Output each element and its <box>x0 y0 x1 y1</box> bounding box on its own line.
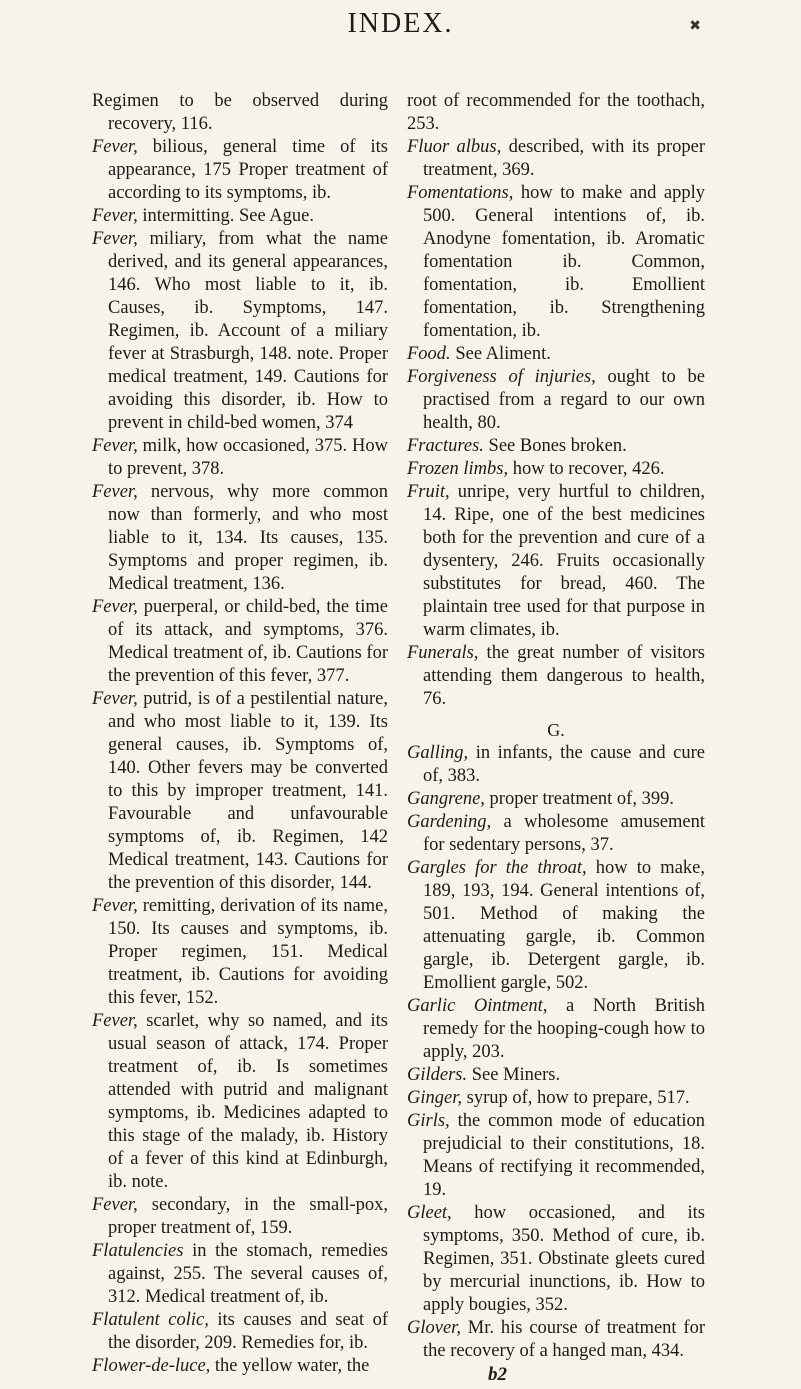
index-term: Gardening, <box>407 812 492 832</box>
index-term: Fever, <box>92 896 138 916</box>
index-term: Food. <box>407 344 451 364</box>
index-entry-text: a wholesome amusement for sedentary persons, 37. <box>423 812 705 855</box>
index-entry-text: See Aliment. <box>450 344 551 364</box>
index-entry-text: See Bones broken. <box>483 436 627 456</box>
index-entry-text: miliary, from what the name derived, and its general appearances, 146. Who most liable to it, ib. Causes, ib. Symptoms, 147. Regimen, ib. Account of a miliary fever at Strasburgh, 148. note. Proper medical treatment, 149. Cautions for avoiding this disorder, ib. How to prevent in child-bed women, 374 <box>108 229 388 433</box>
header-mark: ✖ <box>689 18 701 34</box>
index-entry-text: nervous, why more common now than formerly, and who most liable to it, 134. Its causes, 135. Symptoms and proper regimen, ib. Medical treatment, 136. <box>108 482 388 594</box>
index-term: Fever, <box>92 137 138 157</box>
index-entry-text: described, with its proper treatment, 369. <box>423 137 705 180</box>
index-term: Fever, <box>92 436 138 456</box>
index-entry <box>407 857 705 995</box>
index-column-right <box>407 90 705 1363</box>
index-entry <box>92 1355 388 1378</box>
index-entry <box>407 788 705 811</box>
index-entry <box>407 366 705 435</box>
index-entry-text: Mr. his course of treatment for the recovery of a hanged man, 434. <box>423 1318 705 1361</box>
index-entry <box>92 228 388 435</box>
index-entry <box>407 1087 705 1110</box>
index-entry <box>92 895 388 1010</box>
index-term: Ginger, <box>407 1088 462 1108</box>
index-entry-text: remitting, derivation of its name, 150. Its causes and symptoms, ib. Proper regimen, 151. Medical treatment, ib. Cautions for avoiding this fever, 152. <box>108 896 388 1008</box>
index-entry-text: how to recover, 426. <box>508 459 665 479</box>
index-entry-text: Regimen to be observed during recovery, 116. <box>92 91 388 134</box>
index-term: Gangrene, <box>407 789 485 809</box>
index-term: Fluor albus, <box>407 137 502 157</box>
index-entry-text: proper treatment of, 399. <box>484 789 674 809</box>
index-column-left <box>92 90 388 1378</box>
page-title: INDEX. <box>347 8 454 39</box>
index-entry <box>407 435 705 458</box>
index-term: Fomentations, <box>407 183 514 203</box>
index-entry <box>407 90 705 136</box>
index-term: Fever, <box>92 597 138 617</box>
index-entry-text: puerperal, or child-bed, the time of its attack, and symptoms, 376. Medical treatment of, ib. Cautions for the prevention of this fever, 377. <box>108 597 388 686</box>
index-entry-text: how to make and apply 500. General intentions of, ib. Anodyne fomentation, ib. Aromatic fomentation ib. Common, fomentation, ib. Emollient fomentation, ib. Strengthening fomentation, ib. <box>423 183 705 341</box>
index-term: Gleet, <box>407 1203 452 1223</box>
index-term: Fever, <box>92 1195 138 1215</box>
index-entry-text: milk, how occasioned, 375. How to prevent, 378. <box>108 436 388 479</box>
index-entry <box>92 688 388 895</box>
index-entry <box>92 1240 388 1309</box>
index-entry <box>407 995 705 1064</box>
index-entry-text: how to make, 189, 193, 194. General intentions of, 501. Method of making the attenuating gargle, ib. Common gargle, ib. Detergent gargle, ib. Emollient gargle, 502. <box>423 858 705 993</box>
index-entry <box>407 182 705 343</box>
index-term: Gargles for the throat, <box>407 858 587 878</box>
index-entry-text: a North British remedy for the hooping-cough how to apply, 203. <box>423 996 705 1062</box>
index-entry <box>407 1110 705 1202</box>
index-entry-text: unripe, very hurtful to children, 14. Ripe, one of the best medicines both for the prevention and cure of a dysentery, 246. Fruits occasionally substitutes for bread, 460. The plaintain tree used for that purpose in warm climates, ib. <box>423 482 705 640</box>
index-entry <box>407 136 705 182</box>
index-term: Funerals, <box>407 643 479 663</box>
index-term: Forgiveness of injuries, <box>407 367 596 387</box>
index-entry-text: intermitting. See Ague. <box>137 206 314 226</box>
index-term: Galling, <box>407 743 469 763</box>
index-term: Fever, <box>92 1011 138 1031</box>
index-entry <box>92 1309 388 1355</box>
index-entry <box>92 205 388 228</box>
index-entry-text: in the stomach, remedies against, 255. The several causes of, 312. Medical treatment of, ib. <box>108 1241 388 1307</box>
index-entry <box>92 136 388 205</box>
index-entry <box>407 343 705 366</box>
index-term: Fractures. <box>407 436 484 456</box>
index-entry-text: syrup of, how to prepare, 517. <box>462 1088 690 1108</box>
index-entry-text: how occasioned, and its symptoms, 350. Method of cure, ib. Regimen, 351. Obstinate gleets cured by mercurial inunctions, ib. How to apply bougies, 352. <box>423 1203 705 1315</box>
index-entry-text: its causes and seat of the disorder, 209. Remedies for, ib. <box>108 1310 388 1353</box>
index-entry <box>92 435 388 481</box>
index-entry <box>407 481 705 642</box>
index-term: Fever, <box>92 689 138 709</box>
index-entry-text: See Miners. <box>467 1065 561 1085</box>
index-entry <box>407 458 705 481</box>
index-entry <box>407 1317 705 1363</box>
index-entry-text: the common mode of education prejudicial to their constitutions, 18. Means of rectifying it recommended, 19. <box>423 1111 705 1200</box>
index-entry <box>92 596 388 688</box>
index-term: Garlic Ointment, <box>407 996 548 1016</box>
index-entry-text: ought to be practised from a regard to our own health, 80. <box>423 367 706 433</box>
index-term: Frozen limbs, <box>407 459 509 479</box>
index-entry <box>92 1010 388 1194</box>
index-term: Flatulencies <box>92 1241 184 1261</box>
index-term: Flower-de-luce, <box>92 1356 211 1376</box>
index-entry-text: bilious, general time of its appearance, 175 Proper treatment of according to its symptoms, ib. <box>108 137 388 203</box>
signature-mark: b2 <box>488 1364 507 1385</box>
index-entry-text: the yellow water, the <box>210 1356 370 1376</box>
index-term: Glover, <box>407 1318 461 1338</box>
index-entry <box>407 811 705 857</box>
index-entry <box>92 1194 388 1240</box>
index-entry-text: the great number of visitors attending them dangerous to health, 76. <box>423 643 705 709</box>
index-term: Girls, <box>407 1111 450 1131</box>
page-header <box>0 6 801 46</box>
index-term: Fever, <box>92 482 138 502</box>
index-entry <box>92 90 388 136</box>
index-entry <box>407 742 705 788</box>
index-term: Fever, <box>92 229 138 249</box>
index-entry-text: in infants, the cause and cure of, 383. <box>423 743 705 786</box>
index-entry-text: root of recommended for the toothach, 253. <box>407 91 705 134</box>
section-letter: G. <box>547 720 565 740</box>
index-entry-text: putrid, is of a pestilential nature, and who most liable to it, 139. Its general causes, ib. Symptoms of, 140. Other fevers may be converted to this by improper treatment, 141. Favourable and unfavourable symptoms of, ib. Regimen, 142 Medical treatment, 143. Cautions for the prevention of this disorder, 144. <box>108 689 388 893</box>
index-entry-text: scarlet, why so named, and its usual season of attack, 174. Proper treatment of, ib. Is sometimes attended with putrid and malignant symptoms, ib. Medicines adapted to this stage of the malady, ib. History of a fever of this kind at Edinburgh, ib. note. <box>108 1011 388 1192</box>
index-entry-text: secondary, in the small-pox, proper treatment of, 159. <box>108 1195 388 1238</box>
index-term: Flatulent colic, <box>92 1310 209 1330</box>
index-term: Fruit, <box>407 482 450 502</box>
index-entry <box>407 642 705 711</box>
index-term: Fever, <box>92 206 138 226</box>
index-entry <box>407 1064 705 1087</box>
index-entry <box>407 1202 705 1317</box>
index-term: Gilders. <box>407 1065 468 1085</box>
index-entry <box>92 481 388 596</box>
